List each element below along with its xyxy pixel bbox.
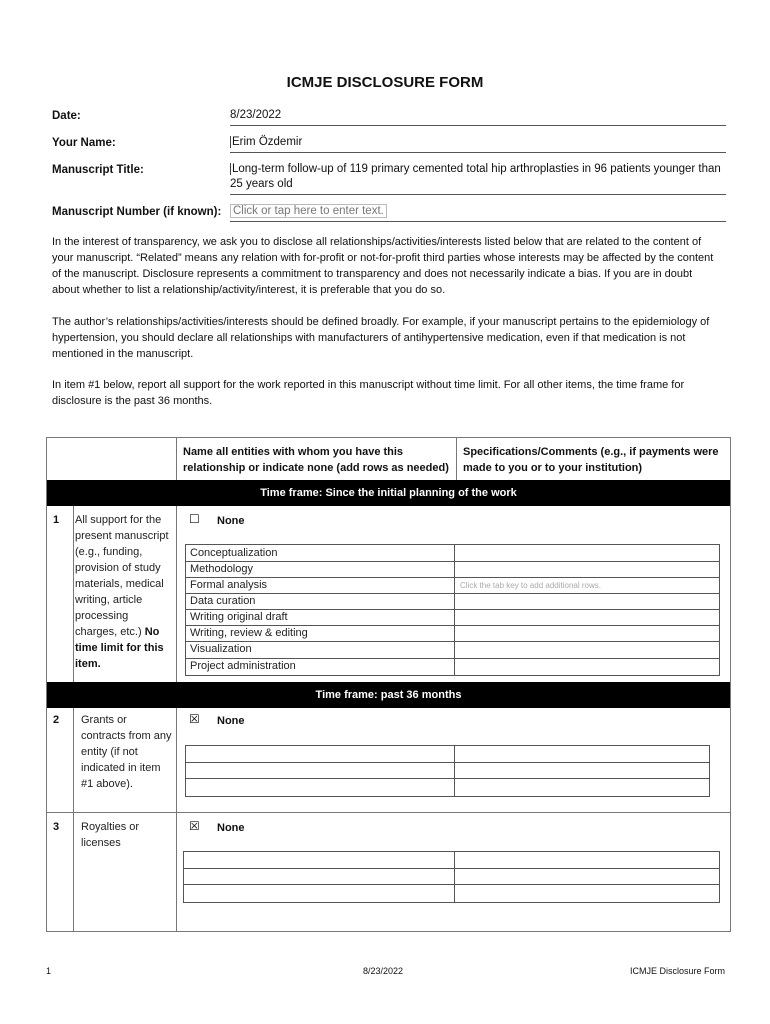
item-1-number: 1: [53, 514, 60, 526]
intro-paragraph: In the interest of transparency, we ask you to disclose all relationships/activities/interests listed below that are related to the content of your manuscript. “Related” means any relation with for-profit or not-for-profit third parties whose interests may be affected by the content of the manuscript. Disclosure represents a commitment to transparency and does not necessarily indicate a bias. If you are in doubt about whether to list a relationship/activity/interest, it is preferable that you do so.: [52, 236, 714, 296]
manuscript-title-label: Manuscript Title:: [52, 164, 144, 176]
item-1-description: [75, 512, 173, 672]
item-2-none-checkbox[interactable]: ☒: [189, 712, 200, 726]
entity-entry[interactable]: Writing original draft: [190, 611, 288, 623]
name-field[interactable]: [230, 135, 726, 153]
entity-entry[interactable]: Data curation: [190, 595, 256, 607]
add-rows-hint: Click the tab key to add additional rows.: [460, 581, 601, 590]
entity-entry[interactable]: Formal analysis: [190, 579, 268, 591]
time-frame-band-initial: Time frame: Since the initial planning of the work: [47, 480, 730, 506]
item-1-desc-text: All support for the present manuscript (e.g., funding, provision of study materials, medical writing, article processing charges, etc.): [75, 514, 169, 638]
name-value: Erim Özdemir: [232, 136, 303, 148]
definition-paragraph: The author’s relationships/activities/interests should be defined broadly. For example, if your manuscript pertains to the epidemiology of hypertension, you should declare all relationships with manufacturers of antihypertensive medication, even if that medication is not mentioned in the manuscript.: [52, 316, 710, 360]
entity-entry[interactable]: Project administration: [190, 660, 296, 672]
entity-entry[interactable]: Methodology: [190, 563, 253, 575]
item-3-description: Royalties or licenses: [81, 821, 140, 849]
footer-form-name: ICMJE Disclosure Form: [630, 966, 726, 976]
item-3-none-checkbox[interactable]: ☒: [189, 819, 200, 833]
manuscript-title-field[interactable]: [230, 162, 726, 195]
entity-entry[interactable]: Conceptualization: [190, 547, 278, 559]
item-1-entry-grid[interactable]: [185, 544, 720, 676]
time-frame-paragraph: In item #1 below, report all support for the work reported in this manuscript without time limit. For all other items, the time frame for disclosure is the past 36 months.: [52, 379, 685, 407]
manuscript-title-value: Long-term follow-up of 119 primary cemented total hip arthroplasties in 96 patients younger than 25 years old: [230, 163, 721, 190]
manuscript-number-field[interactable]: [230, 204, 726, 222]
item-1-none-checkbox[interactable]: ☐: [189, 512, 200, 526]
name-label: Your Name:: [52, 137, 116, 149]
item-2-description: Grants or contracts from any entity (if not indicated in item #1 above).: [81, 714, 172, 790]
entity-entry[interactable]: Visualization: [190, 643, 252, 655]
item-2-number: 2: [53, 714, 60, 726]
header-entities: Name all entities with whom you have this relationship or indicate none (add rows as needed): [183, 446, 449, 474]
form-title: ICMJE DISCLOSURE FORM: [286, 74, 484, 91]
footer-date: 8/23/2022: [363, 966, 404, 976]
entity-entry[interactable]: Writing, review & editing: [190, 627, 308, 639]
date-value: 8/23/2022: [230, 109, 282, 121]
item-3-none-label: None: [217, 822, 245, 834]
date-label: Date:: [52, 110, 81, 122]
footer-page-number: 1: [46, 966, 52, 976]
time-frame-band-36-months: Time frame: past 36 months: [47, 682, 730, 708]
manuscript-number-placeholder: Click or tap here to enter text.: [230, 204, 387, 218]
item-3-entry-grid[interactable]: [183, 851, 720, 903]
date-field[interactable]: [230, 108, 726, 126]
item-1-desc-bold: No time limit for this item.: [75, 626, 164, 670]
item-2-entry-grid[interactable]: [185, 745, 710, 797]
manuscript-number-label: Manuscript Number (if known):: [52, 206, 222, 218]
disclosure-table: [46, 437, 731, 932]
item-2-none-label: None: [217, 715, 245, 727]
item-3-number: 3: [53, 821, 60, 833]
item-1-none-label: None: [217, 515, 245, 527]
header-specs: Specifications/Comments (e.g., if payments were made to you or to your institution): [463, 446, 719, 474]
